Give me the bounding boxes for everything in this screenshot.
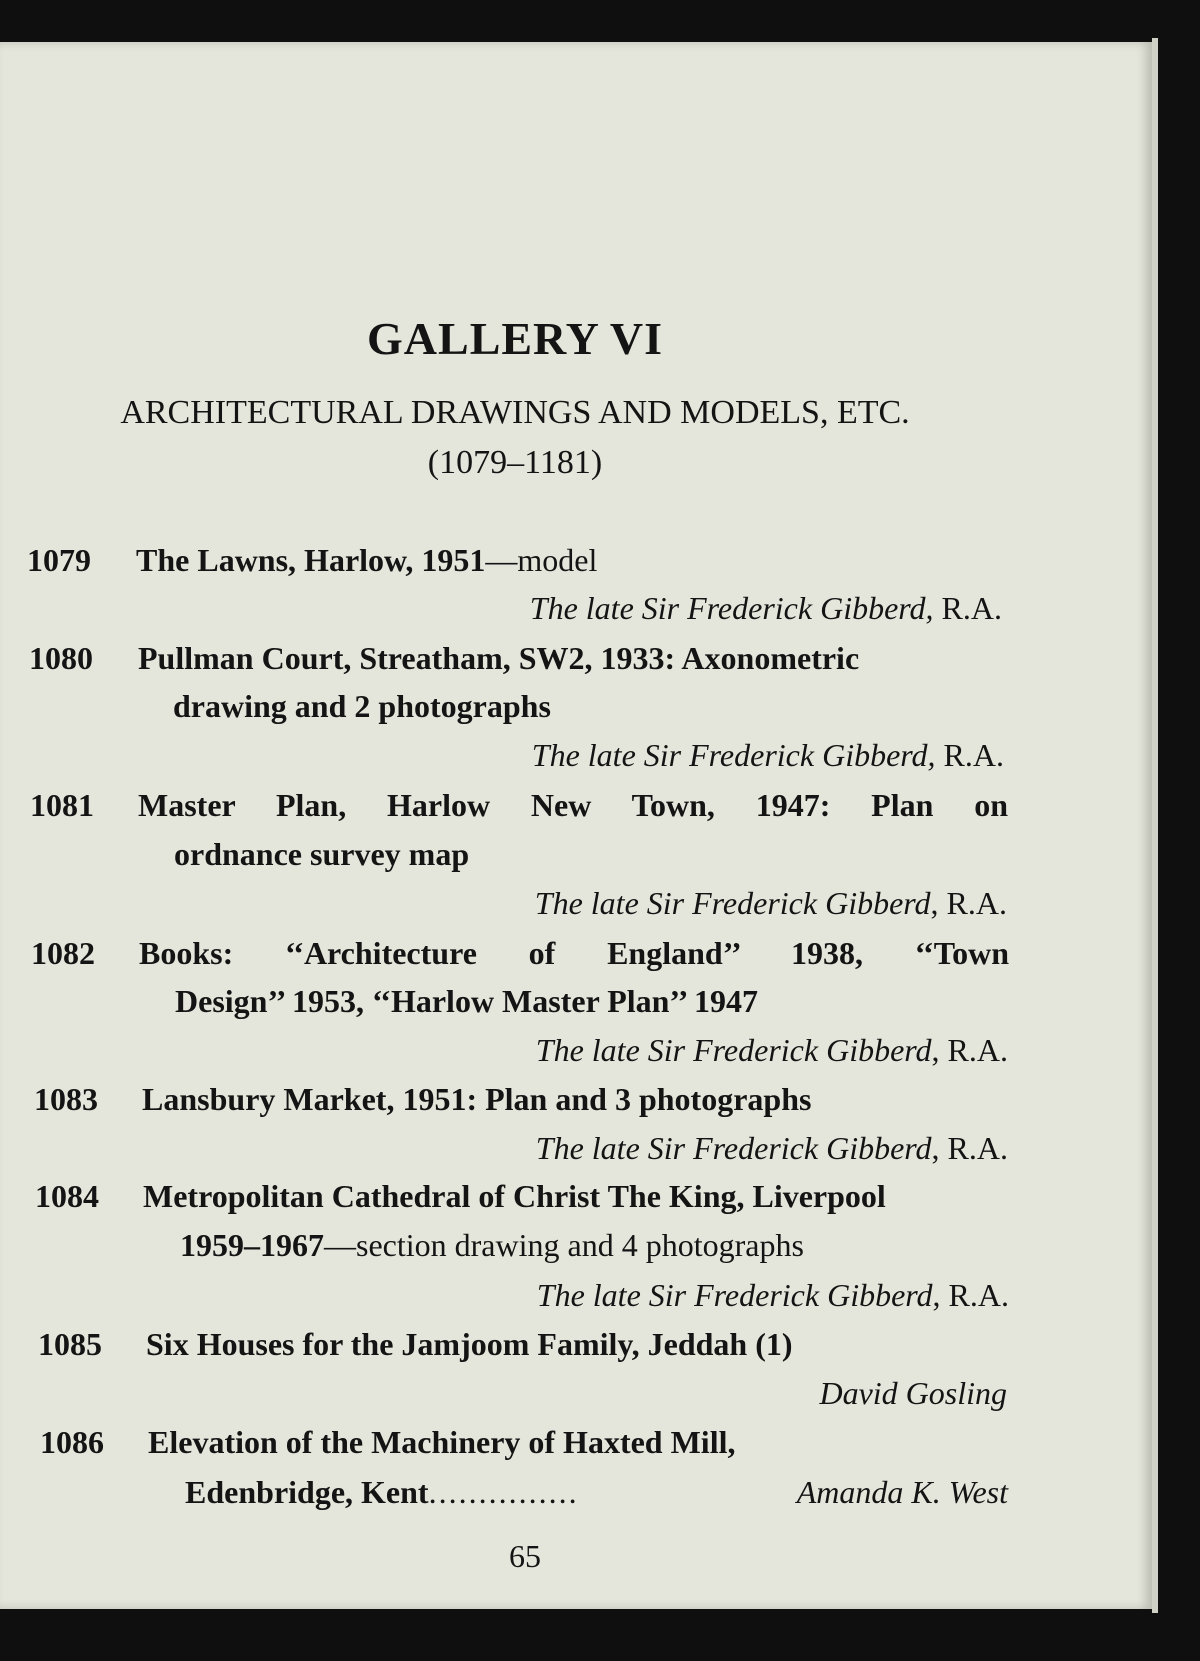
entry-title-line2: ordnance survey map	[174, 836, 470, 872]
gallery-subtitle: ARCHITECTURAL DRAWINGS AND MODELS, ETC.	[120, 394, 910, 431]
credit-suffix: , R.A.	[931, 1032, 1008, 1068]
entry-title-line2	[180, 1227, 804, 1264]
credit-suffix: , R.A.	[932, 1277, 1009, 1313]
entry-title-rest: —model	[485, 542, 598, 578]
entry-title-bold: The Lawns, Harlow, 1951	[136, 542, 486, 578]
page-number: 65	[509, 1538, 541, 1574]
entry-title-line1: Master Plan, Harlow New Town, 1947: Plan on	[138, 787, 1008, 823]
credit-name: David Gosling	[819, 1375, 1007, 1411]
entry-title-line2: Design’’ 1953, ‘‘Harlow Master Plan’’ 1947	[175, 983, 758, 1019]
entry-credit	[535, 885, 1007, 922]
entry-credit	[536, 1130, 1008, 1167]
credit-name: The late Sir Frederick Gibberd,	[531, 737, 936, 773]
credit-name: The late Sir Frederick Gibberd	[534, 885, 931, 921]
entry-title-line2-rest: —section drawing and 4 photographs	[324, 1227, 804, 1263]
page-edge	[1152, 38, 1158, 1613]
entry-title-line2	[185, 1474, 579, 1511]
entry-number: 1080	[29, 640, 93, 676]
entry-credit	[819, 1375, 1007, 1412]
entry-credit	[537, 1277, 1009, 1314]
gallery-title: GALLERY VI	[367, 313, 663, 364]
entry-number: 1086	[40, 1424, 104, 1460]
credit-suffix: R.A.	[935, 737, 1004, 773]
credit-suffix: , R.A.	[931, 1130, 1008, 1166]
entry-title-line1: Metropolitan Cathedral of Christ The King, Liverpool	[143, 1178, 886, 1214]
entry-credit	[536, 1032, 1008, 1069]
entry-number: 1083	[34, 1081, 98, 1117]
credit-name: Amanda K. West	[796, 1474, 1008, 1510]
credit-suffix: R.A.	[933, 590, 1002, 626]
entry-credit	[530, 590, 1002, 627]
entry-number: 1082	[31, 935, 95, 971]
dot-leader: ...............	[428, 1474, 579, 1510]
catalogue-page	[0, 42, 1152, 1609]
entry-title-line2-bold: 1959–1967	[180, 1227, 324, 1263]
entry-title-line1: Six Houses for the Jamjoom Family, Jeddah (1)	[146, 1326, 793, 1362]
credit-name: The late Sir Frederick Gibberd	[535, 1130, 932, 1166]
entry-title-line1: Books: ‘‘Architecture of England’’ 1938, ‘‘Town	[139, 935, 1009, 971]
entry-title	[136, 542, 597, 579]
entry-title-line1: Pullman Court, Streatham, SW2, 1933: Axonometric	[138, 640, 860, 676]
credit-name: The late Sir Frederick Gibberd	[536, 1277, 933, 1313]
entry-title-line1: Elevation of the Machinery of Haxted Mill,	[148, 1424, 736, 1460]
credit-name: The late Sir Frederick Gibberd,	[529, 590, 934, 626]
entry-title-line2: drawing and 2 photographs	[173, 688, 551, 724]
gallery-range: (1079–1181)	[427, 444, 603, 481]
entry-credit	[797, 1474, 1008, 1511]
entry-number: 1079	[27, 542, 91, 578]
entry-number: 1085	[38, 1326, 102, 1362]
entry-number: 1084	[35, 1178, 99, 1214]
credit-name: The late Sir Frederick Gibberd	[535, 1032, 932, 1068]
entry-credit	[532, 737, 1004, 774]
entry-title-line1: Lansbury Market, 1951: Plan and 3 photographs	[142, 1081, 812, 1117]
credit-suffix: , R.A.	[930, 885, 1007, 921]
entry-number: 1081	[30, 787, 94, 823]
entry-title-line2-bold: Edenbridge, Kent	[185, 1474, 429, 1510]
